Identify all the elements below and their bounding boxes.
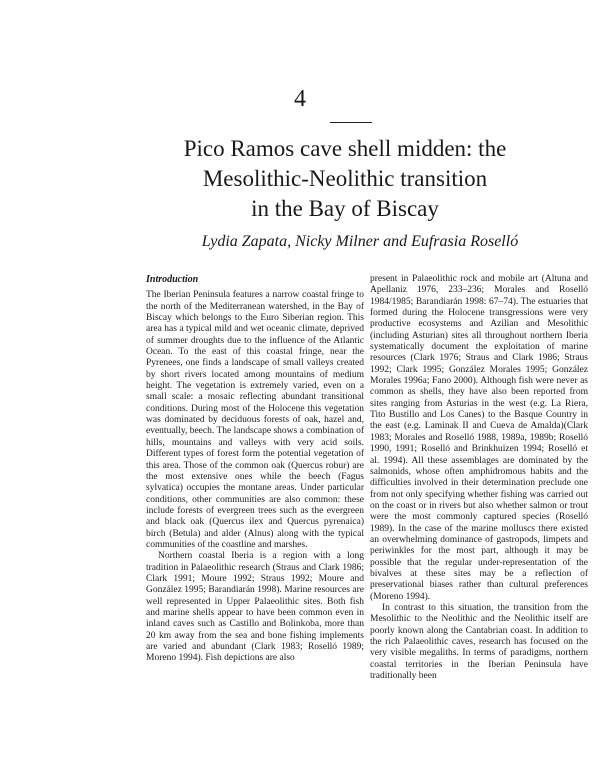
chapter-divider-rule	[330, 122, 372, 123]
chapter-number: 4	[294, 86, 306, 112]
chapter-title-line: Pico Ramos cave shell midden: the	[183, 136, 507, 161]
section-heading: Introduction	[146, 274, 199, 285]
body-paragraph: present in Palaeolithic rock and mobile art (Altuna and Apellaniz 1976, 233–236; Morales and Roselló 1984/1985; Barandiarán 1998: 67–74). The estuaries that formed during the Holocene transgressions were very productive ecosystems and Azilian and Mesolithic (including Asturian) sites all throughout northern Iberia systematically document the exploitation of marine resources (Clark 1976; Straus and Clark 1986; Straus 1992; Clark 1995; González Morales 1995; González Morales 1996a; Fano 2000). Although fish were never as common as shells, they have also been reported from sites ranging from Asturias in the west (e.g. La Riera, Tito Bustillo and Los Canes) to the Basque Country in the east (e.g. Laminak II and Cueva de Amalda)(Clark 1983; Morales and Roselló 1988, 1989a, 1989b; Roselló 1990, 1991; Roselló and Brinkhuizen 1994; Roselló et al. 1994). All these assemblages are dominated by the salmonids, whose often amphidromous habits and the difficulties involved in their determination preclude one from not only specifying whether fishing was carried out on the coast or in rivers but also whether salmon or trout were the most commonly captured species (Roselló 1989). In the case of the marine molluscs there existed an overwhelming dominance of gastropods, limpets and periwinkles for the most part, although it may be possible that the regular under-representation of the bivalves at these sites may be a reflection of preservational biases rather than cultural preferences (Moreno 1994).	[370, 274, 588, 602]
body-column-left	[146, 274, 364, 665]
chapter-authors: Lydia Zapata, Nicky Milner and Eufrasia Roselló	[201, 233, 519, 250]
chapter-title-line: Mesolithic-Neolithic transition	[202, 166, 488, 191]
body-paragraph: The Iberian Peninsula features a narrow coastal fringe to the north of the Mediterranean watershed, in the Bay of Biscay which belongs to the Euro Siberian region. This area has a typical mild and wet oceanic climate, deprived of summer droughts due to the influence of the Atlantic Ocean. To the east of this coastal fringe, near the Pyrenees, one finds a landscape of small valleys created by short rivers located among mountains of medium height. The vegetation is extremely varied, even on a small scale: a mosaic reflecting abundant transitional conditions. During most of the Holocene this vegetation was dominated by deciduous forests of oak, hazel and, eventually, beech. The landscape shows a combination of hills, mountains and valleys with very acid soils. Different types of forest form the potential vegetation of this area. Those of the common oak (Quercus robur) are the most extensive ones while the beech (Fagus sylvatica) occupies the montane areas. Under particular conditions, other communities are also common: these include forests of evergreen trees such as the evergreen and black oak (Quercus ilex and Quercus pyrenaica) birch (Betula) and alder (Alnus) along with the typical communities of the coastline and marshes.	[146, 290, 364, 550]
chapter-title	[60, 134, 540, 224]
body-column-right	[370, 274, 588, 682]
body-paragraph: In contrast to this situation, the transition from the Mesolithic to the Neolithic and the Neolithic itself are poorly known along the Cantabrian coast. In addition to the rich Palaeolithic caves, research has focused on the very visible megaliths. In terms of paradigms, northern coastal territories in the Iberian Peninsula have traditionally been	[370, 602, 588, 682]
chapter-title-line: in the Bay of Biscay	[251, 196, 439, 221]
body-paragraph: Northern coastal Iberia is a region with a long tradition in Palaeolithic research (Straus and Clark 1986; Clark 1991; Moure 1992; Straus 1992; Moure and González 1995; Barandiarán 1998). Marine resources are well represented in Upper Palaeolithic sites. Both fish and marine shells appear to have been common even in inland caves such as Castillo and Bolinkoba, more than 20 km away from the sea and bone fishing implements are varied and abundant (Clark 1983; Roselló 1989; Moreno 1994). Fish depictions are also	[146, 551, 364, 664]
